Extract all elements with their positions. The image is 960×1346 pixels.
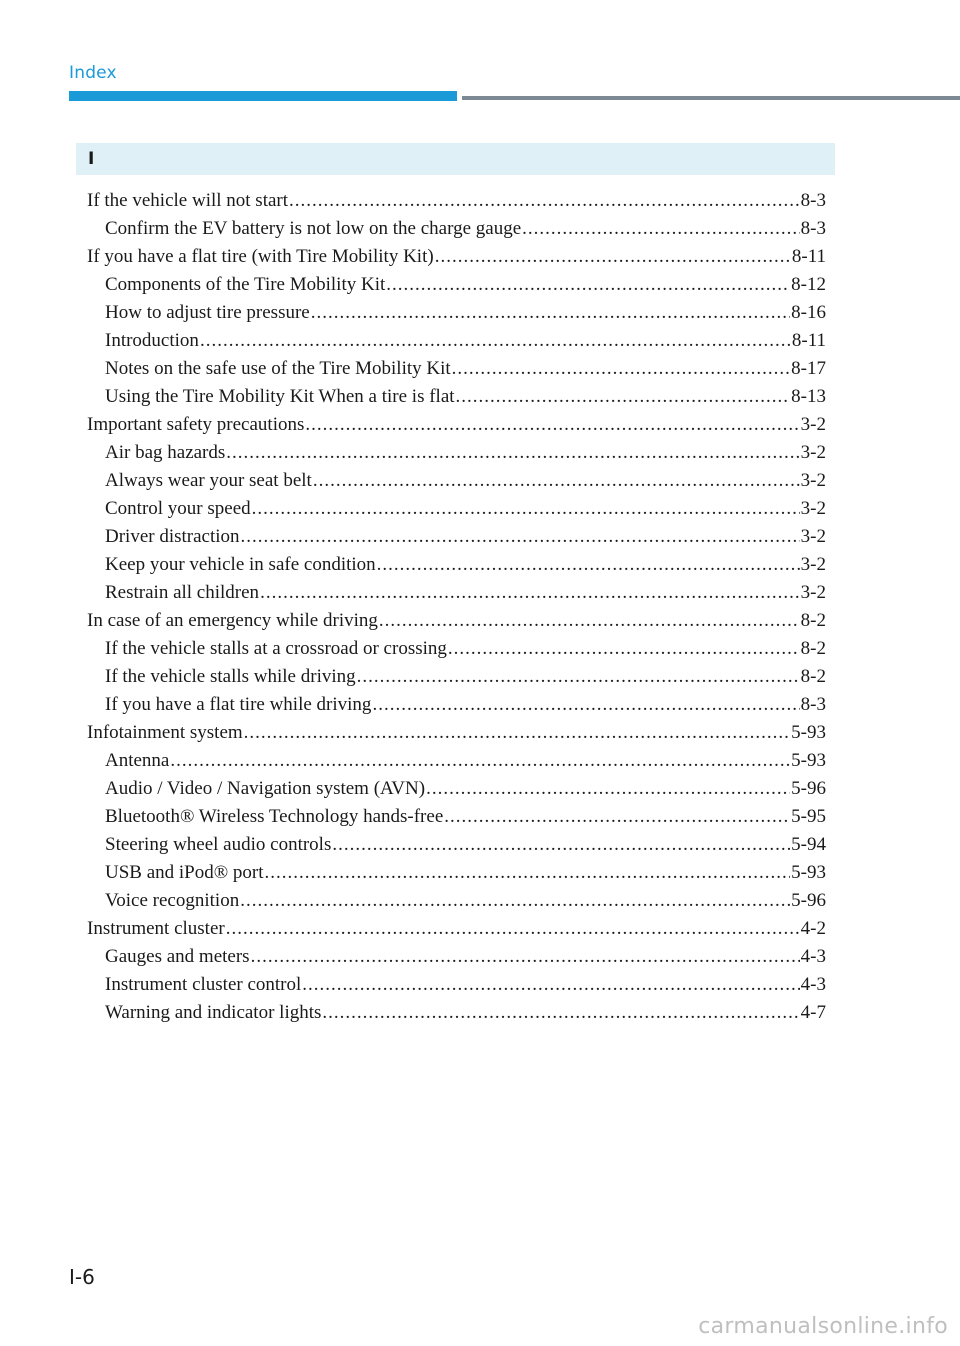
entry-text: If you have a flat tire (with Tire Mobility Kit) <box>87 246 434 267</box>
dot-leader <box>251 943 800 971</box>
entry-text: Driver distraction <box>105 526 240 547</box>
dot-leader <box>444 803 790 831</box>
entry-page-ref: 4-3 <box>800 974 826 995</box>
dot-leader <box>289 187 800 215</box>
dot-leader <box>311 299 790 327</box>
dot-leader <box>260 579 800 607</box>
index-entry <box>87 243 826 271</box>
entry-text: Bluetooth® Wireless Technology hands-free <box>105 806 444 827</box>
entry-page-ref: 3-2 <box>800 498 826 519</box>
entry-page-ref: 8-2 <box>800 610 826 631</box>
index-entry <box>87 915 826 943</box>
entry-page-ref: 5-95 <box>791 806 826 827</box>
entry-page-ref: 5-93 <box>791 722 826 743</box>
entry-page-ref: 3-2 <box>800 442 826 463</box>
entry-page-ref: 5-96 <box>791 778 826 799</box>
dot-leader <box>240 887 790 915</box>
index-subentry <box>105 971 826 999</box>
entry-text: Air bag hazards <box>105 442 226 463</box>
dot-leader <box>426 775 790 803</box>
entry-page-ref: 3-2 <box>800 526 826 547</box>
index-entry <box>87 411 826 439</box>
index-subentry <box>105 215 826 243</box>
entry-text: Important safety precautions <box>87 414 305 435</box>
index-subentry <box>105 943 826 971</box>
dot-leader <box>313 467 800 495</box>
entry-page-ref: 3-2 <box>800 470 826 491</box>
page-header-title: Index <box>69 63 117 83</box>
index-subentry <box>105 859 826 887</box>
entry-page-ref: 8-2 <box>800 666 826 687</box>
entry-page-ref: 8-11 <box>791 330 826 351</box>
dot-leader <box>386 271 790 299</box>
index-subentry <box>105 551 826 579</box>
index-subentry <box>105 439 826 467</box>
header-accent-rule <box>69 91 457 101</box>
entry-text: Instrument cluster control <box>105 974 302 995</box>
dot-leader <box>252 495 800 523</box>
entry-text: Using the Tire Mobility Kit When a tire is flat <box>105 386 455 407</box>
index-subentry <box>105 523 826 551</box>
entry-page-ref: 3-2 <box>800 554 826 575</box>
dot-leader <box>435 243 791 271</box>
index-subentry <box>105 299 826 327</box>
entry-page-ref: 5-93 <box>791 862 826 883</box>
header-divider-rule <box>462 96 960 100</box>
index-subentry <box>105 775 826 803</box>
entry-text: Introduction <box>105 330 199 351</box>
index-subentry <box>105 635 826 663</box>
dot-leader <box>200 327 791 355</box>
watermark-text: carmanualsonline.info <box>698 1314 948 1339</box>
entry-text: USB and iPod® port <box>105 862 264 883</box>
entry-text: In case of an emergency while driving <box>87 610 378 631</box>
entry-text: Instrument cluster <box>87 918 225 939</box>
entry-page-ref: 8-17 <box>791 358 826 379</box>
dot-leader <box>322 999 799 1027</box>
dot-leader <box>522 215 800 243</box>
entry-text: Audio / Video / Navigation system (AVN) <box>105 778 426 799</box>
dot-leader <box>448 635 800 663</box>
entry-text: If the vehicle stalls at a crossroad or crossing <box>105 638 447 659</box>
entry-page-ref: 8-16 <box>791 302 826 323</box>
entry-page-ref: 4-2 <box>800 918 826 939</box>
dot-leader <box>357 663 800 691</box>
entry-text: Restrain all children <box>105 582 260 603</box>
entry-text: Warning and indicator lights <box>105 1002 322 1023</box>
dot-leader <box>305 411 799 439</box>
index-subentry <box>105 999 826 1027</box>
entry-page-ref: 8-13 <box>791 386 826 407</box>
dot-leader <box>377 551 800 579</box>
dot-leader <box>452 355 791 383</box>
entry-text: Infotainment system <box>87 722 243 743</box>
index-entry <box>87 719 826 747</box>
dot-leader <box>332 831 790 859</box>
entry-text: How to adjust tire pressure <box>105 302 310 323</box>
index-subentry <box>105 887 826 915</box>
dot-leader <box>170 747 790 775</box>
entry-text: If you have a flat tire while driving <box>105 694 372 715</box>
entry-text: If the vehicle will not start <box>87 190 289 211</box>
entry-text: Steering wheel audio controls <box>105 834 332 855</box>
entry-page-ref: 3-2 <box>800 582 826 603</box>
index-entry <box>87 187 826 215</box>
entry-text: If the vehicle stalls while driving <box>105 666 356 687</box>
entry-text: Antenna <box>105 750 170 771</box>
entry-text: Control your speed <box>105 498 251 519</box>
entry-text: Keep your vehicle in safe condition <box>105 554 376 575</box>
entry-page-ref: 4-3 <box>800 946 826 967</box>
dot-leader <box>226 439 799 467</box>
index-subentry <box>105 691 826 719</box>
entry-page-ref: 8-3 <box>800 190 826 211</box>
entry-page-ref: 8-12 <box>791 274 826 295</box>
dot-leader <box>265 859 791 887</box>
entry-text: Notes on the safe use of the Tire Mobility Kit <box>105 358 451 379</box>
section-letter: I <box>88 149 95 169</box>
index-subentry <box>105 579 826 607</box>
dot-leader <box>372 691 799 719</box>
entry-text: Components of the Tire Mobility Kit <box>105 274 386 295</box>
entry-text: Confirm the EV battery is not low on the charge gauge <box>105 218 522 239</box>
index-subentry <box>105 327 826 355</box>
dot-leader <box>241 523 800 551</box>
entry-page-ref: 4-7 <box>800 1002 826 1023</box>
entry-page-ref: 5-96 <box>791 890 826 911</box>
entry-text: Gauges and meters <box>105 946 250 967</box>
dot-leader <box>302 971 799 999</box>
entry-page-ref: 8-3 <box>800 694 826 715</box>
index-subentry <box>105 495 826 523</box>
index-subentry <box>105 747 826 775</box>
index-subentry <box>105 663 826 691</box>
index-entry <box>87 607 826 635</box>
entry-page-ref: 5-93 <box>791 750 826 771</box>
entry-page-ref: 8-2 <box>800 638 826 659</box>
index-subentry <box>105 355 826 383</box>
index-subentry <box>105 383 826 411</box>
entry-page-ref: 8-3 <box>800 218 826 239</box>
dot-leader <box>226 915 800 943</box>
index-subentry <box>105 803 826 831</box>
entry-page-ref: 8-11 <box>791 246 826 267</box>
index-subentry <box>105 271 826 299</box>
entry-text: Voice recognition <box>105 890 240 911</box>
entry-page-ref: 3-2 <box>800 414 826 435</box>
dot-leader <box>379 607 800 635</box>
section-header-band <box>76 143 835 175</box>
entry-text: Always wear your seat belt <box>105 470 312 491</box>
dot-leader <box>456 383 791 411</box>
dot-leader <box>244 719 791 747</box>
page-number: I-6 <box>69 1265 95 1289</box>
index-subentry <box>105 831 826 859</box>
entry-page-ref: 5-94 <box>791 834 826 855</box>
index-subentry <box>105 467 826 495</box>
